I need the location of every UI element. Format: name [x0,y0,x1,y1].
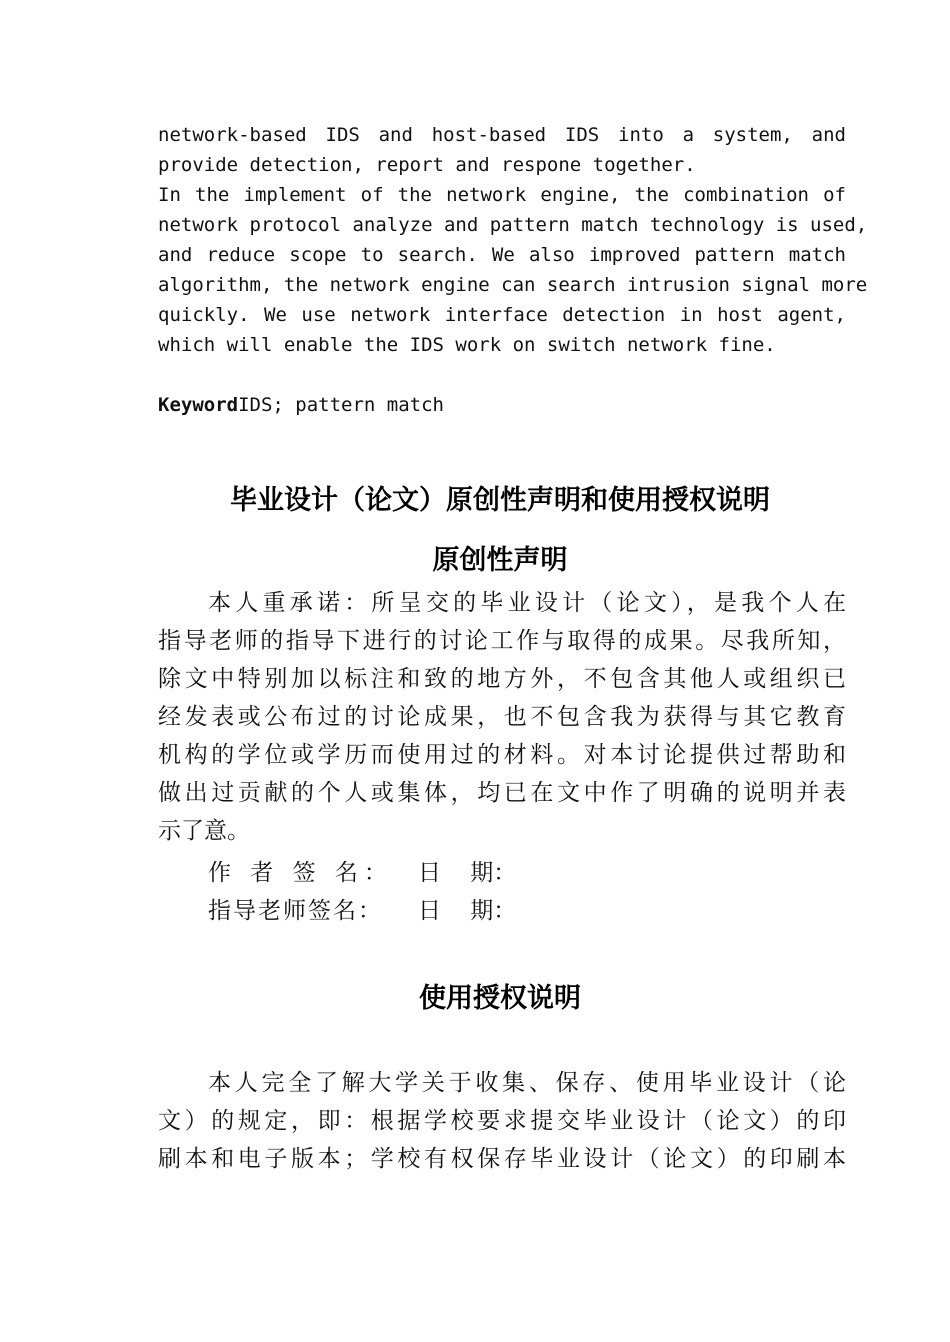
abstract-line: network-based IDS and host-based IDS into a system, and [158,124,846,146]
originality-line: 做出过贡献的个人或集体，均已在文中作了明确的说明并表 [158,780,846,806]
authorization-line: 刷本和电子版本；学校有权保存毕业设计（论文）的印刷本 [158,1146,846,1172]
originality-line: 示了意。 [158,818,250,844]
originality-line: 本人重承诺：所呈交的毕业设计（论文），是我个人在 [208,590,846,616]
abstract-line: which will enable the IDS work on switch network fine. [158,334,776,356]
keyword-label: Keyword [158,394,239,416]
advisor-sign-label: 指导老师签名： [208,898,383,924]
originality-title: 原创性声明 [432,545,568,576]
authorization-line: 文）的规定，即：根据学校要求提交毕业设计（论文）的印 [158,1108,846,1134]
abstract-line: In the implement of the network engine, the combination of [158,184,846,206]
date-label: 日 期： [418,898,517,924]
keyword-line [158,394,846,416]
originality-line: 除文中特别加以标注和致的地方外，不包含其他人或组织已 [158,666,846,692]
author-sign-label: 作 者 签 名： [208,860,393,886]
declaration-main-title: 毕业设计（论文）原创性声明和使用授权说明 [230,485,770,516]
originality-line: 机构的学位或学历而使用过的材料。对本讨论提供过帮助和 [158,742,846,768]
author-signature-row [208,854,516,887]
abstract-line: algorithm, the network engine can search intrusion signal more [158,274,868,296]
abstract-line: network protocol analyze and pattern match technology is used, [158,214,868,236]
date-label: 日 期： [418,860,517,886]
authorization-title: 使用授权说明 [419,983,581,1014]
originality-line: 经发表或公布过的讨论成果，也不包含我为获得与其它教育 [158,704,846,730]
keyword-value: IDS; pattern match [238,394,444,416]
abstract-line: quickly. We use network interface detection in host agent, [158,304,846,326]
abstract-line: provide detection, report and respone together. [158,154,696,176]
authorization-line: 本人完全了解大学关于收集、保存、使用毕业设计（论 [208,1070,846,1096]
originality-line: 指导老师的指导下进行的讨论工作与取得的成果。尽我所知， [158,628,846,654]
abstract-line: and reduce scope to search. We also improved pattern match [158,244,846,266]
advisor-signature-row [208,892,516,925]
